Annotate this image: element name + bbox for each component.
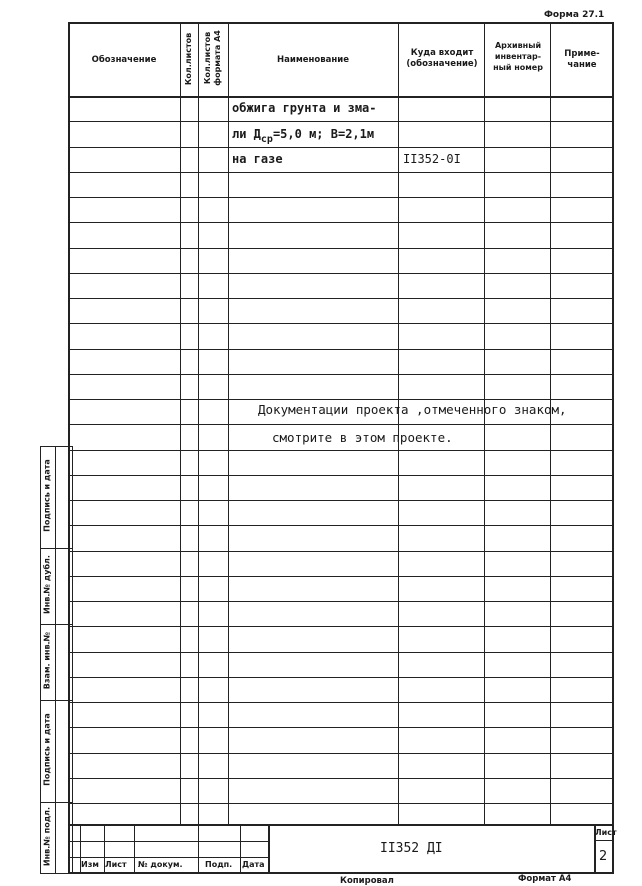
header-where-used: Куда входит (обозначение) (406, 48, 478, 69)
row-separator (68, 450, 614, 451)
note-line-1: Документации проекта ,отмеченного знаком, (258, 402, 567, 417)
header-note: Приме-чание (564, 49, 600, 70)
header-designation: Обозначение (91, 55, 157, 65)
side-label-orig-inv: Инв.№ подл. (42, 806, 52, 867)
row-separator (68, 551, 614, 552)
row-separator (68, 677, 614, 678)
row-separator (68, 323, 614, 324)
row-separator (68, 576, 614, 577)
row-separator (68, 374, 614, 375)
stamp-col-doc: № докум. (138, 860, 183, 869)
side-label-dup-inv: Инв.№ дубл. (42, 555, 52, 614)
stamp-col-sign: Подп. (205, 860, 233, 869)
header-sheets-count: Кол.листов (184, 32, 193, 86)
header-sheets-a4-cell (198, 22, 228, 96)
row-separator (68, 222, 614, 223)
row-separator (68, 601, 614, 602)
row-separator (68, 475, 614, 476)
header-sheets-count-cell (180, 22, 198, 96)
row-separator (68, 500, 614, 501)
row-2-name-sub: ср (260, 134, 273, 145)
row-separator (68, 626, 614, 627)
row-separator (68, 525, 614, 526)
stamp-designation: II352 ДI (380, 841, 443, 856)
row-separator (68, 778, 614, 779)
row-separator (68, 121, 614, 122)
row-separator (68, 424, 614, 425)
side-label-replace-inv: Взам. инв.№ (42, 631, 52, 690)
row-separator (68, 349, 614, 350)
row-separator (68, 399, 614, 400)
side-label-signature-2: Подпись и дата (42, 713, 52, 786)
header-sheets-a4: Кол.листов формата А4 (203, 30, 222, 86)
side-label-signature-1: Подпись и дата (42, 459, 52, 532)
row-2-name-a: ли Д (232, 127, 261, 141)
footer-format: Формат А4 (518, 874, 572, 884)
row-separator (68, 727, 614, 728)
row-separator (68, 147, 614, 148)
stamp-sheet-label: Лист (595, 828, 617, 837)
header-archive: Архивный инвентар-ный номер (493, 41, 543, 72)
footer-copied: Копировал (340, 876, 394, 886)
row-1-name: обжига грунта и зма- (232, 101, 377, 115)
row-separator (68, 803, 614, 804)
stamp-col-date: Дата (242, 860, 265, 869)
row-separator (68, 172, 614, 173)
note-line-2: смотрите в этом проекте. (272, 430, 453, 445)
row-3-name: на газе (232, 152, 283, 166)
row-separator (68, 753, 614, 754)
stamp-col-izm: Изм (81, 860, 99, 869)
row-3-where: II352-0I (403, 152, 461, 166)
row-2-name (232, 127, 375, 145)
header-name: Наименование (277, 55, 349, 65)
row-separator (68, 273, 614, 274)
row-separator (68, 197, 614, 198)
row-separator (68, 248, 614, 249)
row-2-name-b: =5,0 м; В=2,1м (272, 127, 375, 141)
document-frame (68, 22, 614, 874)
row-separator (68, 652, 614, 653)
stamp-col-list: Лист (105, 860, 127, 869)
form-label: Форма 27.1 (544, 10, 605, 20)
stamp-sheet-number: 2 (599, 849, 608, 864)
row-separator (68, 298, 614, 299)
row-separator (68, 702, 614, 703)
